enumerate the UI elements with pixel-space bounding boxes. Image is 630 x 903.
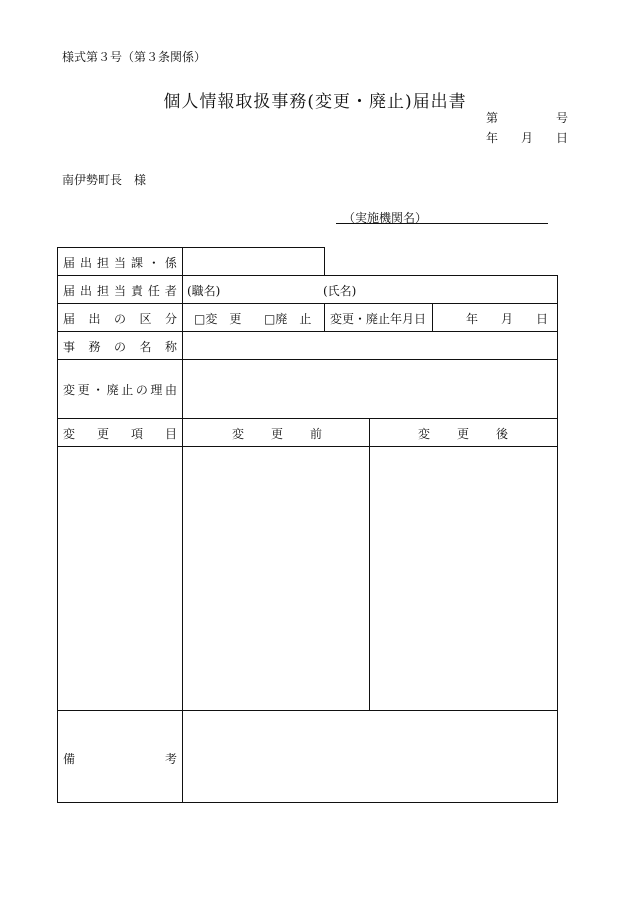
job-title-field[interactable]: (職名) xyxy=(187,284,221,298)
table-rule xyxy=(57,303,557,304)
table-rule xyxy=(57,802,558,803)
affair-name-label: 事 務 の 名 称 xyxy=(63,340,177,354)
before-change-field[interactable] xyxy=(183,447,369,710)
change-reason-field[interactable] xyxy=(183,360,557,418)
responsible-person-label: 届 出 担 当 責 任 者 xyxy=(63,284,177,298)
date-year-label: 年 xyxy=(486,131,499,145)
change-date-month: 月 xyxy=(501,312,514,326)
date-month-label: 月 xyxy=(521,131,534,145)
responsible-section-field[interactable] xyxy=(183,248,324,275)
change-checkbox[interactable]: □変 更 xyxy=(194,312,242,326)
organization-signature-line[interactable] xyxy=(336,223,548,224)
abolish-checkbox[interactable]: □廃 止 xyxy=(264,312,312,326)
table-rule xyxy=(324,247,325,276)
name-field[interactable]: (氏名) xyxy=(323,284,357,298)
change-date-year: 年 xyxy=(466,312,479,326)
change-date-day: 日 xyxy=(536,312,549,326)
change-item-header: 変 更 項 目 xyxy=(63,427,177,441)
form-number: 様式第３号（第３条関係） xyxy=(62,50,207,64)
remarks-label: 備 考 xyxy=(63,752,177,766)
affair-name-field[interactable] xyxy=(183,332,557,359)
remarks-field[interactable] xyxy=(183,711,557,802)
addressee: 南伊勢町長 様 xyxy=(62,173,147,187)
reference-suffix: 号 xyxy=(556,111,569,125)
before-change-header: 変 更 前 xyxy=(232,427,322,441)
table-rule xyxy=(557,275,558,803)
notification-category-label: 届 出 の 区 分 xyxy=(63,312,177,326)
organization-label: （実施機関名） xyxy=(343,211,428,225)
responsible-section-label: 届 出 担 当 課 ・ 係 xyxy=(63,256,177,270)
date-day-label: 日 xyxy=(556,131,569,145)
table-rule xyxy=(57,275,557,276)
document-title: 個人情報取扱事務(変更・廃止)届出書 xyxy=(163,92,467,112)
after-change-field[interactable] xyxy=(370,447,557,710)
table-rule xyxy=(324,303,325,332)
change-date-label: 変更・廃止年月日 xyxy=(330,312,427,326)
change-reason-label: 変 更 ・ 廃 止 の 理 由 xyxy=(63,383,177,397)
table-rule xyxy=(57,418,557,419)
change-item-field[interactable] xyxy=(58,447,182,710)
reference-prefix: 第 xyxy=(486,111,499,125)
after-change-header: 変 更 後 xyxy=(418,427,508,441)
table-rule xyxy=(432,303,433,332)
